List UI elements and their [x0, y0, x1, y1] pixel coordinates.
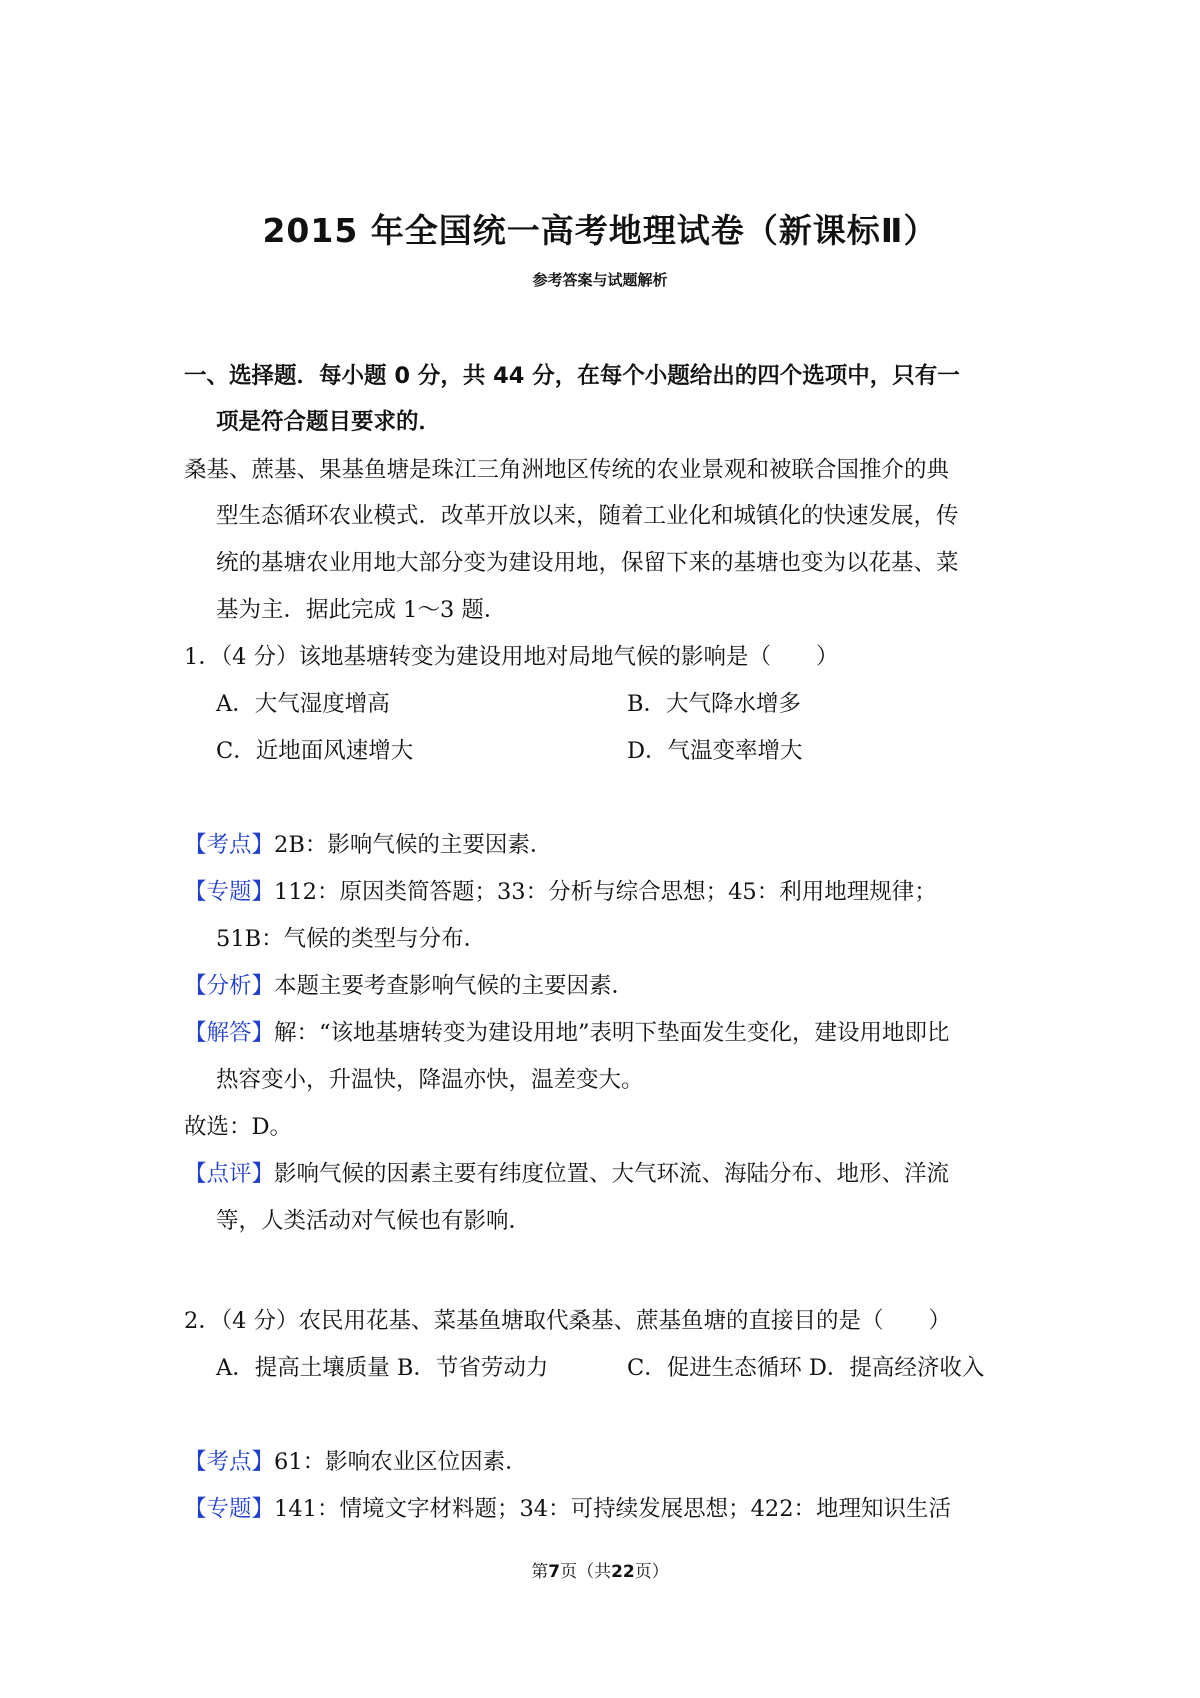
zhuanti-text: 141：情境文字材料题；34：可持续发展思想；422：地理知识生活	[274, 1496, 952, 1522]
question-2-options-ab: A．提高土壤质量 B．节省劳动力	[216, 1355, 549, 1381]
section-heading-line-2: 项是符合题目要求的．	[216, 409, 442, 435]
zhuanti-tag: 【专题】	[184, 1496, 275, 1522]
section-heading-line-1: 一、选择题．每小题 0 分，共 44 分，在每个小题给出的四个选项中，只有一	[184, 363, 960, 389]
question-1-option-a: A．大气湿度增高	[216, 691, 390, 717]
q1-fenxi	[184, 970, 634, 1002]
footer-page-number: 7	[548, 1562, 561, 1582]
passage-line-4: 基为主．据此完成 1～3 题．	[216, 597, 507, 623]
footer-suffix: 页）	[634, 1562, 669, 1582]
dianping-text: 影响气候的因素主要有纬度位置、大气环流、海陆分布、地形、洋流	[274, 1161, 950, 1187]
q1-dianping	[184, 1158, 949, 1190]
q1-jieda-cont: 热容变小，升温快，降温亦快，温差变大。	[216, 1067, 644, 1093]
kaodian-tag: 【考点】	[184, 1449, 275, 1475]
jieda-tag: 【解答】	[184, 1020, 275, 1046]
q1-jieda	[184, 1017, 950, 1049]
page-subtitle: 参考答案与试题解析	[532, 271, 668, 289]
question-1-option-c: C．近地面风速增大	[216, 738, 414, 764]
zhuanti-tag: 【专题】	[184, 879, 275, 905]
passage-line-2: 型生态循环农业模式．改革开放以来，随着工业化和城镇化的快速发展，传	[216, 503, 959, 529]
fenxi-text: 本题主要考查影响气候的主要因素．	[274, 973, 635, 999]
footer-prefix: 第	[531, 1562, 549, 1582]
page-title: 2015 年全国统一高考地理试卷（新课标Ⅱ）	[262, 211, 938, 250]
q1-zhuanti	[184, 876, 937, 908]
q1-kaodian	[184, 829, 552, 861]
q1-zhuanti-cont: 51B：气候的类型与分布．	[216, 926, 487, 952]
jieda-text: 解：“该地基塘转变为建设用地”表明下垫面发生变化，建设用地即比	[274, 1020, 950, 1046]
zhuanti-text: 112：原因类简答题；33：分析与综合思想；45：利用地理规律；	[274, 879, 937, 905]
kaodian-text: 61：影响农业区位因素．	[274, 1449, 528, 1475]
page-footer	[0, 1557, 1200, 1582]
fenxi-tag: 【分析】	[184, 973, 275, 999]
question-1-option-b: B．大气降水增多	[627, 691, 802, 717]
footer-total-pages: 22	[611, 1562, 635, 1582]
kaodian-tag: 【考点】	[184, 832, 275, 858]
kaodian-text: 2B：影响气候的主要因素．	[274, 832, 553, 858]
q2-kaodian	[184, 1446, 528, 1478]
q1-dianping-cont: 等，人类活动对气候也有影响．	[216, 1208, 532, 1234]
q1-answer: 故选：D。	[184, 1114, 293, 1140]
passage-line-1: 桑基、蔗基、果基鱼塘是珠江三角洲地区传统的农业景观和被联合国推介的典	[184, 457, 950, 483]
q2-zhuanti	[184, 1493, 951, 1525]
question-2-stem: 2．（4 分）农民用花基、菜基鱼塘取代桑基、蔗基鱼塘的直接目的是（ ）	[184, 1308, 952, 1334]
passage-line-3: 统的基塘农业用地大部分变为建设用地，保留下来的基塘也变为以花基、菜	[216, 550, 959, 576]
question-1-stem: 1．（4 分）该地基塘转变为建设用地对局地气候的影响是（ ）	[184, 644, 839, 670]
footer-mid: 页（共	[560, 1562, 612, 1582]
question-1-option-d: D．气温变率增大	[627, 738, 803, 764]
dianping-tag: 【点评】	[184, 1161, 275, 1187]
question-2-options-cd: C．促进生态循环 D．提高经济收入	[627, 1355, 985, 1381]
